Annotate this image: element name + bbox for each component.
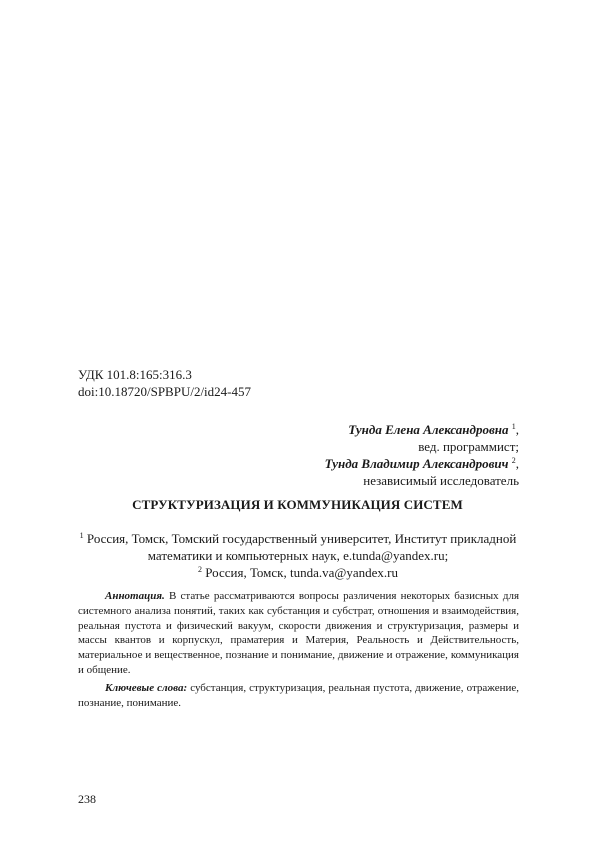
author-1-role: вед. программист; <box>418 439 519 454</box>
keywords-label: Ключевые слова: <box>105 681 188 694</box>
affiliations-block <box>78 530 518 581</box>
affiliation-1-text: Россия, Томск, Томский государственный университет, Институт прикладной математики и компьютерных наук, e.tunda@yandex.ru; <box>86 531 517 563</box>
abstract-section <box>78 589 519 710</box>
author-2-punct: , <box>515 456 519 471</box>
affiliation-2-marker: 2 <box>198 565 202 574</box>
abstract-paragraph <box>78 589 519 678</box>
page-number: 238 <box>78 792 96 806</box>
author-2-role: независимый исследователь <box>363 473 519 488</box>
article-title: СТРУКТУРИЗАЦИЯ И КОММУНИКАЦИЯ СИСТЕМ <box>132 497 463 512</box>
author-1 <box>325 421 519 438</box>
keywords-paragraph <box>78 681 519 711</box>
author-1-punct: , <box>515 422 519 437</box>
authors-block <box>325 421 519 489</box>
abstract-text: В статье рассматриваются вопросы различения некоторых базисных для системного анализа понятий, таких как субстанция и субстрат, отношения и взаимодействия, реальная пустота и физический вакуум, скорости движения и структуризация, размеры и массы квантов и корпускул, праматерия и Материя, Реальность и Действительность, материальное и вещественное, познание и понимание, движение и отражение, коммуникация и общение. <box>78 590 520 676</box>
affiliation-1 <box>78 530 518 564</box>
author-2-affil-ref: 2 <box>511 456 516 465</box>
keywords-text: субстанция, структуризация, реальная пустота, движение, отражение, познание, понимание. <box>78 681 520 709</box>
abstract-label: Аннотация. <box>105 590 165 602</box>
author-2-name: Тунда Владимир Александрович <box>324 456 509 471</box>
udk-code: УДК 101.8:165:316.3 <box>78 367 192 382</box>
affiliation-2-text: Россия, Томск, tunda.va@yandex.ru <box>205 565 398 580</box>
affiliation-1-marker: 1 <box>79 531 84 540</box>
author-1-affil-ref: 1 <box>511 422 516 431</box>
doi-identifier: doi:10.18720/SPBPU/2/id24-457 <box>78 384 251 399</box>
author-2 <box>325 455 519 472</box>
affiliation-2 <box>78 564 518 581</box>
author-1-name: Тунда Елена Александровна <box>348 422 509 437</box>
